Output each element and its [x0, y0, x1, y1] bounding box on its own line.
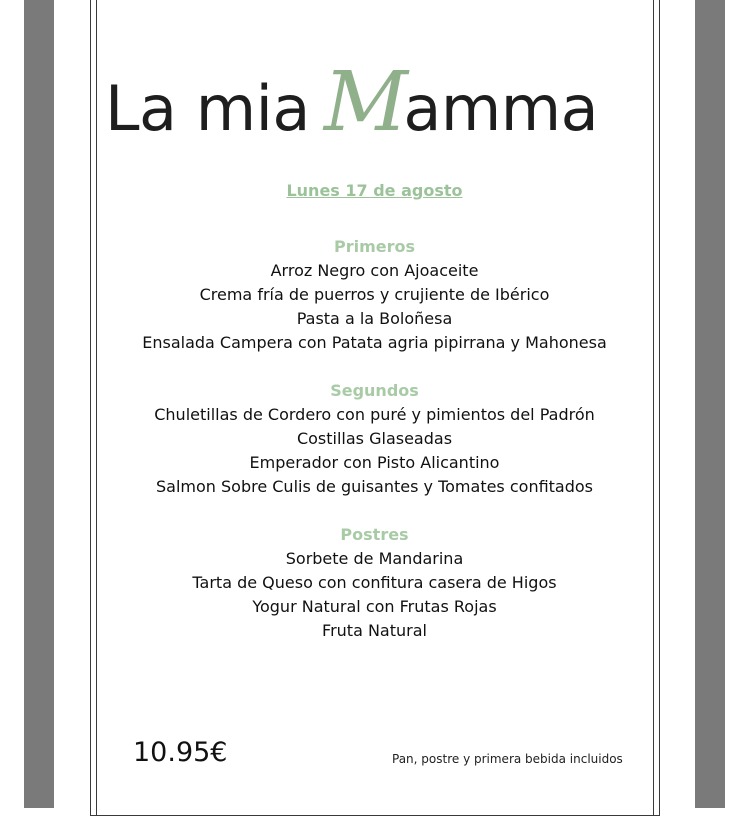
dish-item: Emperador con Pisto Alicantino [249, 453, 500, 472]
dish-item: Fruta Natural [322, 621, 427, 640]
dish-item: Tarta de Queso con confitura casera de Higos [192, 573, 557, 592]
title-part-1: La mia [105, 72, 310, 145]
section-title-segundos: Segundos [330, 381, 419, 400]
section-title-postres: Postres [340, 525, 409, 544]
dish-item: Pasta a la Boloñesa [296, 309, 453, 328]
dish-item: Arroz Negro con Ajoaceite [270, 261, 479, 280]
right-gray-margin [695, 0, 725, 808]
price-note: Pan, postre y primera bebida incluidos [392, 752, 623, 766]
menu-price: 10.95€ [133, 737, 228, 768]
title-script-letter: M [323, 55, 408, 150]
dish-item: Costillas Glaseadas [296, 429, 453, 448]
left-gray-margin [24, 0, 54, 808]
dish-item: Yogur Natural con Frutas Rojas [252, 597, 497, 616]
dish-item: Chuletillas de Cordero con puré y pimientos del Padrón [154, 405, 595, 424]
dish-item: Sorbete de Mandarina [285, 549, 464, 568]
dish-item: Crema fría de puerros y crujiente de Ibérico [199, 285, 550, 304]
menu-date: Lunes 17 de agosto [286, 181, 463, 200]
dish-item: Ensalada Campera con Patata agria pipirrana y Mahonesa [142, 333, 607, 352]
dish-item: Salmon Sobre Culis de guisantes y Tomates confitados [155, 477, 594, 496]
restaurant-logo-title [105, 55, 645, 150]
section-title-primeros: Primeros [333, 237, 416, 256]
title-part-2: amma [403, 72, 599, 145]
